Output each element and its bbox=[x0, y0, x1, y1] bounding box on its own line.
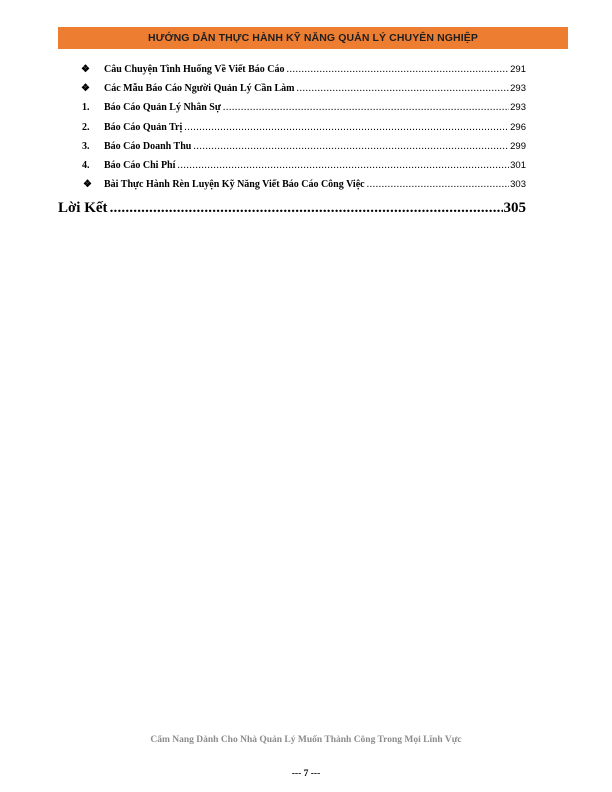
toc-entry-title: Báo Cáo Chi Phí bbox=[104, 160, 176, 171]
toc-number: 4. bbox=[82, 160, 90, 171]
toc-entry[interactable] bbox=[104, 102, 526, 116]
toc-entry-title: Lời Kết bbox=[58, 200, 108, 216]
toc-entry-title: Các Mẫu Báo Cáo Người Quản Lý Cần Làm bbox=[104, 83, 295, 94]
header-bar bbox=[58, 27, 568, 49]
toc-entry[interactable] bbox=[104, 160, 526, 174]
toc-number: 3. bbox=[82, 141, 90, 152]
toc-bullet-icon: ❖ bbox=[81, 64, 90, 75]
toc-entry-page: 296 bbox=[510, 122, 526, 133]
toc-entry[interactable] bbox=[104, 64, 526, 78]
toc-entry-page: 299 bbox=[510, 141, 526, 152]
toc-entry-title: Bài Thực Hành Rèn Luyện Kỹ Năng Viết Báo Cáo Công Việc bbox=[104, 179, 365, 190]
toc-entry-title: Báo Cáo Quản Trị bbox=[104, 122, 183, 133]
footer-text: Cẩm Nang Dành Cho Nhà Quản Lý Muốn Thành Công Trong Mọi Lĩnh Vực bbox=[150, 735, 462, 745]
toc-bullet-icon: ❖ bbox=[83, 179, 92, 190]
toc-entry[interactable] bbox=[104, 179, 526, 193]
toc-entry-page: 303 bbox=[510, 179, 526, 190]
toc-leader-dots bbox=[193, 141, 509, 152]
toc-entry-title: Báo Cáo Doanh Thu bbox=[104, 141, 192, 152]
toc-entry[interactable] bbox=[104, 83, 526, 97]
toc-number: 2. bbox=[82, 122, 90, 133]
toc-entry-conclusion[interactable] bbox=[58, 200, 526, 220]
toc-leader-dots bbox=[296, 83, 509, 94]
toc-leader-dots bbox=[177, 160, 509, 171]
toc-leader-dots bbox=[367, 179, 510, 190]
toc-leader-dots bbox=[184, 122, 509, 133]
page-number: --- 7 --- bbox=[291, 769, 321, 779]
toc-entry-title: Báo Cáo Quản Lý Nhân Sự bbox=[104, 102, 221, 113]
toc-leader-dots bbox=[287, 64, 510, 75]
header-title: HƯỚNG DẪN THỰC HÀNH KỸ NĂNG QUẢN LÝ CHUYÊN NGHIỆP bbox=[148, 32, 478, 44]
toc-entry-page: 291 bbox=[510, 64, 526, 75]
toc-entry-page: 305 bbox=[503, 200, 526, 216]
toc-entry-title: Câu Chuyện Tình Huống Về Viết Báo Cáo bbox=[104, 64, 285, 75]
toc-entry[interactable] bbox=[104, 141, 526, 155]
toc-entry[interactable] bbox=[104, 122, 526, 136]
toc-entry-page: 293 bbox=[510, 102, 526, 113]
toc-bullet-icon: ❖ bbox=[81, 83, 90, 94]
toc-number: 1. bbox=[82, 102, 90, 113]
toc-leader-dots bbox=[223, 102, 509, 113]
toc-entry-page: 293 bbox=[510, 83, 526, 94]
toc-entry-page: 301 bbox=[510, 160, 526, 171]
toc-leader-dots bbox=[110, 200, 503, 217]
